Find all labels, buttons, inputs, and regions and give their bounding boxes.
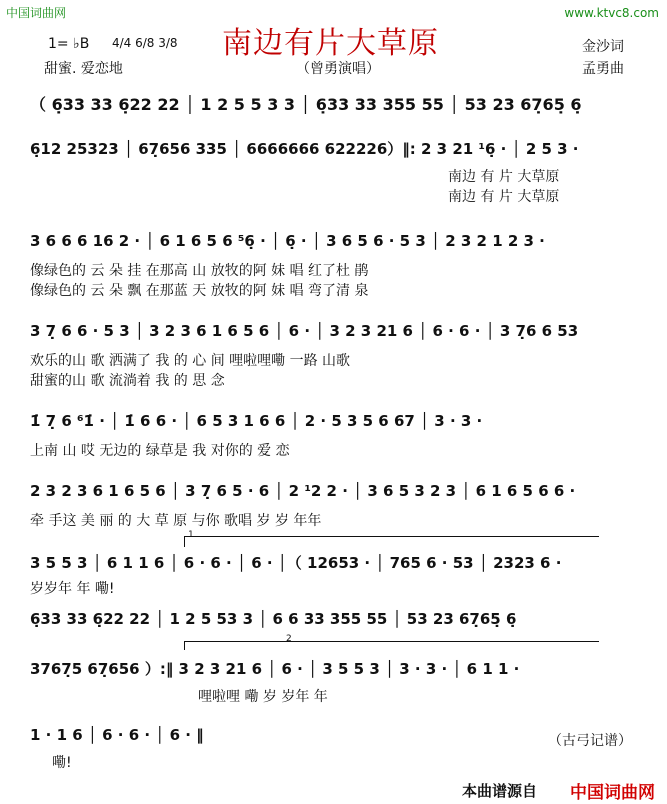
score-row-1: （ 6̣33 33 6̣22 22 │ 1 2 5 5 3 3 │ 6̣33 33 355 55 │ 53 23 67̣65̣ 6̣	[30, 95, 582, 114]
score-row-4: 3 7̣ 6 6 · 5 3 │ 3 2 3 6 1 6 5 6 │ 6 · │ 3 2 3 21 6 │ 6 · 6 · │ 3 7̣6 6 53	[30, 322, 579, 340]
lyric-row-7: 岁岁年 年 嘞!	[30, 581, 115, 597]
lyric-row-3b: 像绿色的 云 朵 飘 在那蓝 天 放牧的阿 妹 唱 弯了清 泉	[30, 283, 369, 299]
score-row-9: 3767̣5 67̣656 ）:‖ 3 2 3 21 6 │ 6 · │ 3 5 5 3 │ 3 · 3 · │ 6 1 1 ·	[30, 660, 520, 678]
volta-bracket-1	[184, 536, 599, 547]
lyric-row-2b: 南边 有 片 大草原	[448, 189, 560, 205]
lyric-row-5: 上南 山 哎 无边的 绿草是 我 对你的 爱 恋	[30, 443, 290, 459]
score-row-5: 1̇ 7̣ 6 ⁶1̇ · │ 1̇ 6 6 · │ 6 5 3 1 6 6 │ 2 · 5 3 5 6 67 │ 3 · 3 ·	[30, 412, 483, 430]
lyric-row-4b: 甜蜜的山 歌 流淌着 我 的 思 念	[30, 373, 225, 389]
score-row-3: 3 6 6 6 16 2 · │ 6 1 6 5 6 ⁵6̣ · │ 6̣ · │ 3 6 5 6 · 5 3 │ 2 3 2 1 2 3 ·	[30, 232, 545, 250]
footer-source-label: 本曲谱源自	[462, 782, 538, 800]
lyric-row-10: 嘞!	[52, 755, 72, 771]
volta-1-label: 1	[188, 530, 194, 540]
lyric-row-6: 牵 手这 美 丽 的 大 草 原 与你 歌唱 岁 岁 年年	[30, 513, 322, 529]
lyric-row-2a: 南边 有 片 大草原	[448, 169, 560, 185]
key-signature: 1= ♭B	[48, 36, 90, 52]
lyricist: 金沙词	[582, 39, 624, 55]
volta-bracket-2	[184, 641, 599, 650]
score-row-2: 6̣12 25323 │ 67̣656 335 │ 6666666 622226）‖: 2 3 21 ¹6̣ · │ 2 5 3 ·	[30, 140, 579, 158]
site-url-right: www.ktvc8.com	[564, 6, 659, 20]
site-logo-left: 中国词曲网	[6, 6, 67, 20]
score-row-7: 3 5 5 3 │ 6 1 1 6 │ 6 · 6 · │ 6 · │（ 12653 · │ 765 6 · 53 │ 2323 6 ·	[30, 554, 562, 572]
tempo-style: 甜蜜. 爱恋地	[44, 61, 123, 77]
footer-site-name[interactable]: 中国词曲网	[570, 783, 655, 803]
score-row-10: 1 · 1 6 │ 6 · 6 · │ 6 · ‖	[30, 726, 204, 744]
volta-2-label: 2	[286, 634, 292, 644]
performer: （曾勇演唱）	[296, 61, 380, 77]
score-row-8: 6̣33 33 6̣22 22 │ 1 2 5 53 3 │ 6 6 33 355 55 │ 53 23 67̣65̣ 6̣	[30, 610, 517, 628]
time-signature: 4/4 6/8 3/8	[112, 36, 178, 50]
lyric-row-4a: 欢乐的山 歌 洒满了 我 的 心 间 哩啦哩嘞 一路 山歌	[30, 353, 351, 369]
song-title: 南边有片大草原	[222, 26, 439, 61]
lyric-row-3a: 像绿色的 云 朵 挂 在那高 山 放牧的阿 妹 唱 红了杜 鹃	[30, 263, 369, 279]
lyric-row-9: 哩啦哩 嘞 岁 岁年 年	[198, 689, 328, 705]
score-row-6: 2 3 2 3 6 1 6 5 6 │ 3 7̣ 6 5 · 6 │ 2 ¹2 2 · │ 3 6 5 3 2 3 │ 6 1 6 5 6 6 ·	[30, 482, 576, 500]
composer: 孟勇曲	[582, 61, 624, 77]
transcriber-note: （古弓记谱）	[548, 733, 632, 749]
